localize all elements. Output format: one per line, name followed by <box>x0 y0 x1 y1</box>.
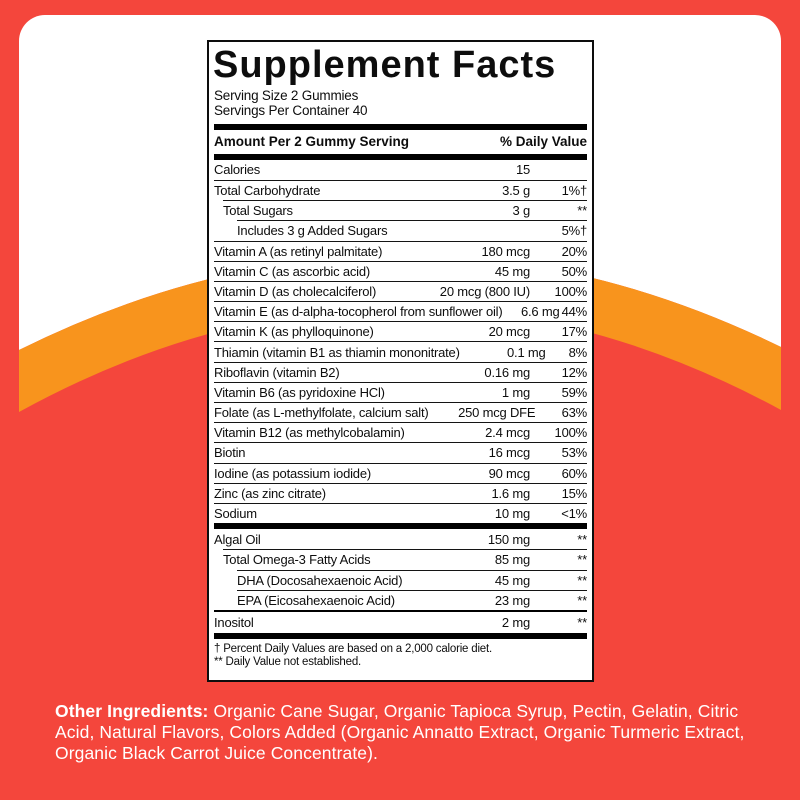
daily-value-column-header: % Daily Value <box>499 134 587 150</box>
nutrient-amount: 1 mg <box>501 384 530 400</box>
nutrient-row <box>214 402 587 422</box>
nutrient-row <box>214 261 587 281</box>
nutrient-name: Thiamin (vitamin B1 as thiamin mononitrate) <box>214 344 460 360</box>
nutrient-name: Total Sugars <box>223 203 293 219</box>
nutrient-dv: 20% <box>561 243 587 259</box>
nutrient-row <box>214 442 587 462</box>
nutrient-amount: 2.4 mcg <box>485 425 530 441</box>
nutrient-amount: 0.16 mg <box>484 364 530 380</box>
nutrient-row <box>223 549 587 569</box>
amount-column-header: Amount Per 2 Gummy Serving <box>214 134 410 150</box>
nutrient-amount: 15 <box>515 162 530 178</box>
nutrient-row <box>237 220 587 240</box>
nutrient-dv: ** <box>577 572 587 588</box>
nutrient-name: Calories <box>214 162 261 178</box>
nutrient-name: Biotin <box>214 445 246 461</box>
nutrient-name: Inositol <box>214 614 254 630</box>
nutrient-name: Folate (as L-methylfolate, calcium salt) <box>214 405 429 421</box>
nutrient-dv: 100% <box>554 283 587 299</box>
other-ingredients-label: Other Ingredients: <box>55 701 209 721</box>
nutrient-dv: 12% <box>561 364 587 380</box>
nutrient-row <box>214 362 587 382</box>
nutrient-dv: ** <box>577 614 587 630</box>
nutrient-dv: ** <box>577 592 587 608</box>
nutrient-row <box>214 241 587 261</box>
nutrient-dv: 53% <box>561 445 587 461</box>
nutrient-amount: 45 mg <box>494 572 530 588</box>
nutrient-amount: 150 mg <box>487 531 530 547</box>
nutrient-row <box>237 590 587 610</box>
nutrient-dv: ** <box>577 552 587 568</box>
nutrient-name: Vitamin E (as d-alpha-tocopherol from sunflower oil) <box>214 304 503 320</box>
nutrient-name: Vitamin C (as ascorbic acid) <box>214 263 370 279</box>
nutrient-amount: 1.6 mg <box>491 485 530 501</box>
nutrient-amount: 23 mg <box>494 592 530 608</box>
nutrient-amount: 20 mcg (800 IU) <box>439 283 530 299</box>
other-ingredients-text <box>55 701 755 764</box>
nutrient-row <box>223 200 587 220</box>
nutrient-amount: 20 mcg <box>488 324 530 340</box>
nutrient-dv: 1%† <box>561 183 587 199</box>
nutrient-name: Zinc (as zinc citrate) <box>214 485 326 501</box>
nutrient-name: EPA (Eicosahexaenoic Acid) <box>237 592 395 608</box>
nutrient-dv: 5%† <box>561 223 587 239</box>
nutrient-row <box>214 612 587 632</box>
nutrient-amount: 3 g <box>512 203 530 219</box>
nutrient-name: DHA (Docosahexaenoic Acid) <box>237 572 403 588</box>
nutrient-dv: 100% <box>554 425 587 441</box>
nutrient-row <box>214 529 587 549</box>
nutrient-name: Algal Oil <box>214 531 261 547</box>
nutrient-dv: 63% <box>561 405 587 421</box>
nutrient-row <box>214 483 587 503</box>
nutrient-dv: 17% <box>561 324 587 340</box>
nutrient-name: Iodine (as potassium iodide) <box>214 465 371 481</box>
nutrient-name: Includes 3 g Added Sugars <box>237 223 388 239</box>
nutrient-amount: 85 mg <box>494 552 530 568</box>
nutrient-name: Riboflavin (vitamin B2) <box>214 364 340 380</box>
nutrient-row <box>214 281 587 301</box>
nutrient-row <box>214 463 587 483</box>
serving-size: Serving Size 2 Gummies <box>214 87 359 103</box>
nutrient-name: Vitamin B12 (as methylcobalamin) <box>214 425 405 441</box>
nutrient-name: Total Omega-3 Fatty Acids <box>223 552 371 568</box>
nutrient-dv: <1% <box>561 506 587 522</box>
nutrient-rows <box>214 160 587 633</box>
nutrient-row <box>214 160 587 180</box>
footnote-daily-value: † Percent Daily Values are based on a 2,000 calorie diet. <box>214 642 492 655</box>
nutrient-row <box>214 301 587 321</box>
nutrient-amount: 10 mg <box>494 506 530 522</box>
nutrient-amount: 180 mcg <box>481 243 530 259</box>
nutrient-dv: 44% <box>561 304 587 320</box>
nutrient-amount: 90 mcg <box>488 465 530 481</box>
nutrient-name: Vitamin A (as retinyl palmitate) <box>214 243 383 259</box>
nutrient-amount: 6.6 mg <box>520 304 560 320</box>
supplement-facts-panel <box>207 40 594 682</box>
column-header-row <box>214 130 587 154</box>
nutrient-name: Vitamin K (as phylloquinone) <box>214 324 374 340</box>
nutrient-dv: 60% <box>561 465 587 481</box>
footnote-not-established: ** Daily Value not established. <box>214 656 362 669</box>
nutrient-row <box>214 382 587 402</box>
nutrient-amount: 250 mcg DFE <box>458 405 536 421</box>
servings-per-container: Servings Per Container 40 <box>214 103 368 119</box>
nutrient-dv: ** <box>577 531 587 547</box>
nutrient-amount: 3.5 g <box>502 183 530 199</box>
nutrient-name: Vitamin B6 (as pyridoxine HCl) <box>214 384 385 400</box>
nutrient-name: Sodium <box>214 506 257 522</box>
nutrient-amount: 45 mg <box>494 263 530 279</box>
nutrient-row <box>214 422 587 442</box>
nutrient-row <box>214 180 587 200</box>
footnotes <box>214 643 587 670</box>
nutrient-name: Vitamin D (as cholecalciferol) <box>214 283 377 299</box>
nutrient-amount: 16 mcg <box>488 445 530 461</box>
nutrient-dv: 50% <box>561 263 587 279</box>
divider-thick-bar <box>214 633 587 639</box>
nutrient-row <box>214 321 587 341</box>
nutrient-dv: 8% <box>568 344 587 360</box>
nutrient-dv: 59% <box>561 384 587 400</box>
supplement-facts-title: Supplement Facts <box>213 44 557 86</box>
nutrient-row <box>214 341 587 361</box>
nutrient-amount: 0.1 mg <box>507 344 546 360</box>
nutrient-dv: ** <box>577 203 587 219</box>
nutrient-row <box>237 570 587 590</box>
nutrient-amount: 2 mg <box>501 614 530 630</box>
other-ingredients-list: Organic Cane Sugar, Organic Tapioca Syrup, Pectin, Gelatin, Citric Acid, Natural Flavors, Colors Added (Organic Annatto Extract, Organic Turmeric Extract, Organic Black Carrot Juice Concentrate). <box>55 701 745 763</box>
nutrient-row <box>214 503 587 523</box>
nutrient-name: Total Carbohydrate <box>214 183 321 199</box>
nutrient-dv: 15% <box>561 485 587 501</box>
